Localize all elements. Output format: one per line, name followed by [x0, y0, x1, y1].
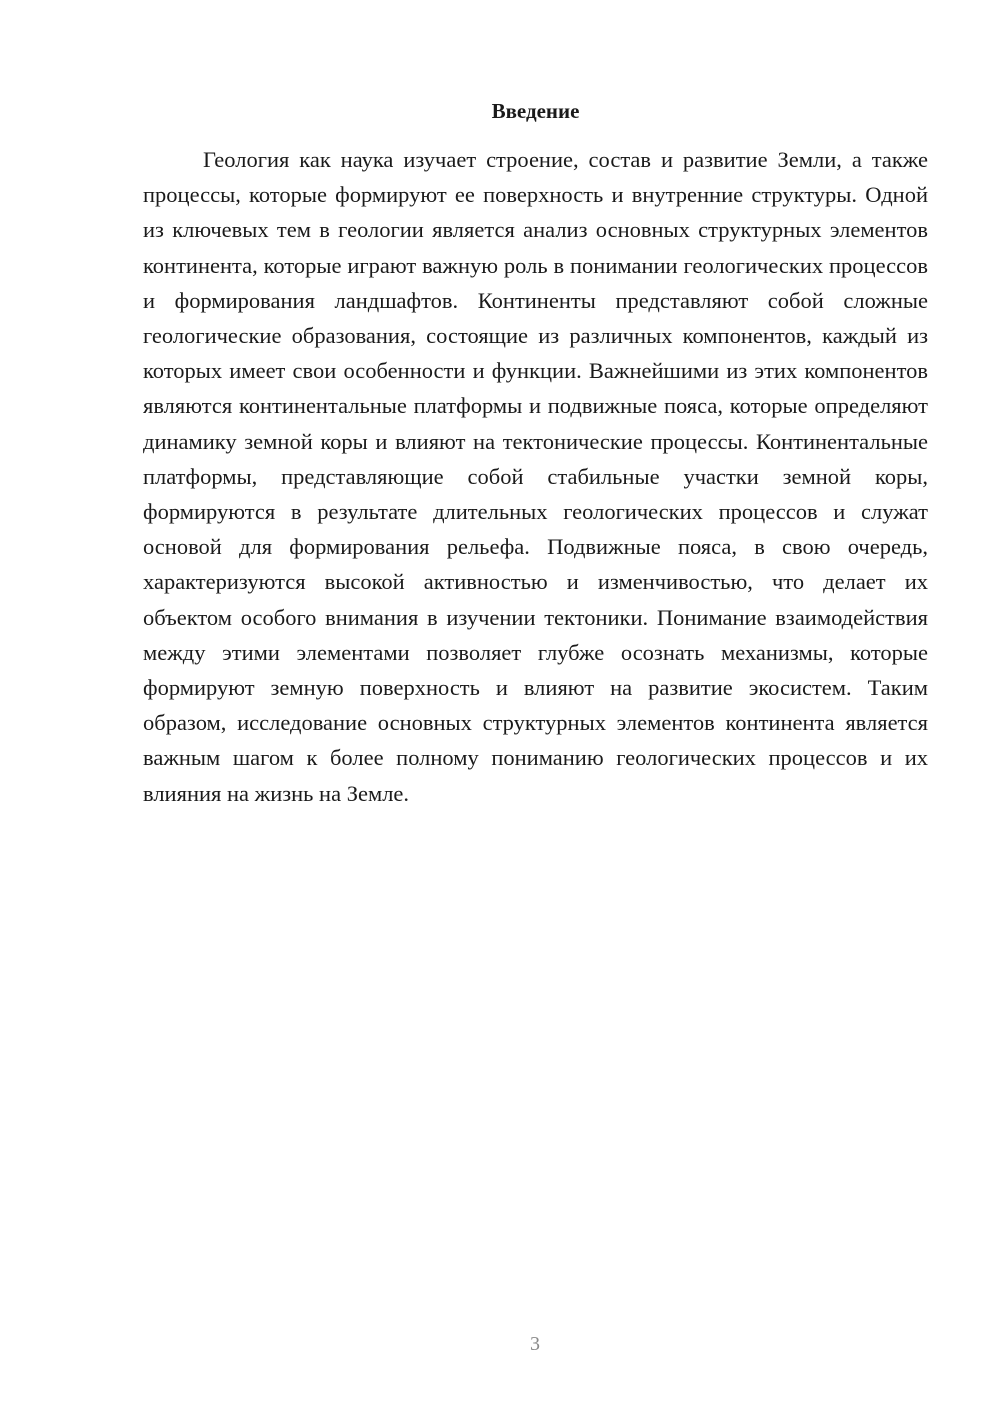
section-heading: Введение: [491, 99, 580, 123]
body-paragraph: Геология как наука изучает строение, состав и развитие Земли, а также процессы, которые формируют ее поверхность и внутренние структуры. Одной из ключевых тем в геологии является анализ основных структурных элементов континента, которые играют важную роль в понимании геологических процессов и формирования ландшафтов. Континенты представляют собой сложные геологические образования, состоящие из различных компонентов, каждый из которых имеет свои особенности и функции. Важнейшими из этих компонентов являются континентальные платформы и подвижные пояса, которые определяют динамику земной коры и влияют на тектонические процессы. Континентальные платформы, представляющие собой стабильные участки земной коры, формируются в результате длительных геологических процессов и служат основой для формирования рельефа. Подвижные пояса, в свою очередь, характеризуются высокой активностью и изменчивостью, что делает их объектом особого внимания в изучении тектоники. Понимание взаимодействия между этими элементами позволяет глубже осознать механизмы, которые формируют земную поверхность и влияют на развитие экосистем. Таким образом, исследование основных структурных элементов континента является важным шагом к более полному пониманию геологических процессов и их влияния на жизнь на Земле.: [143, 147, 928, 806]
page-number: 3: [530, 1333, 540, 1355]
